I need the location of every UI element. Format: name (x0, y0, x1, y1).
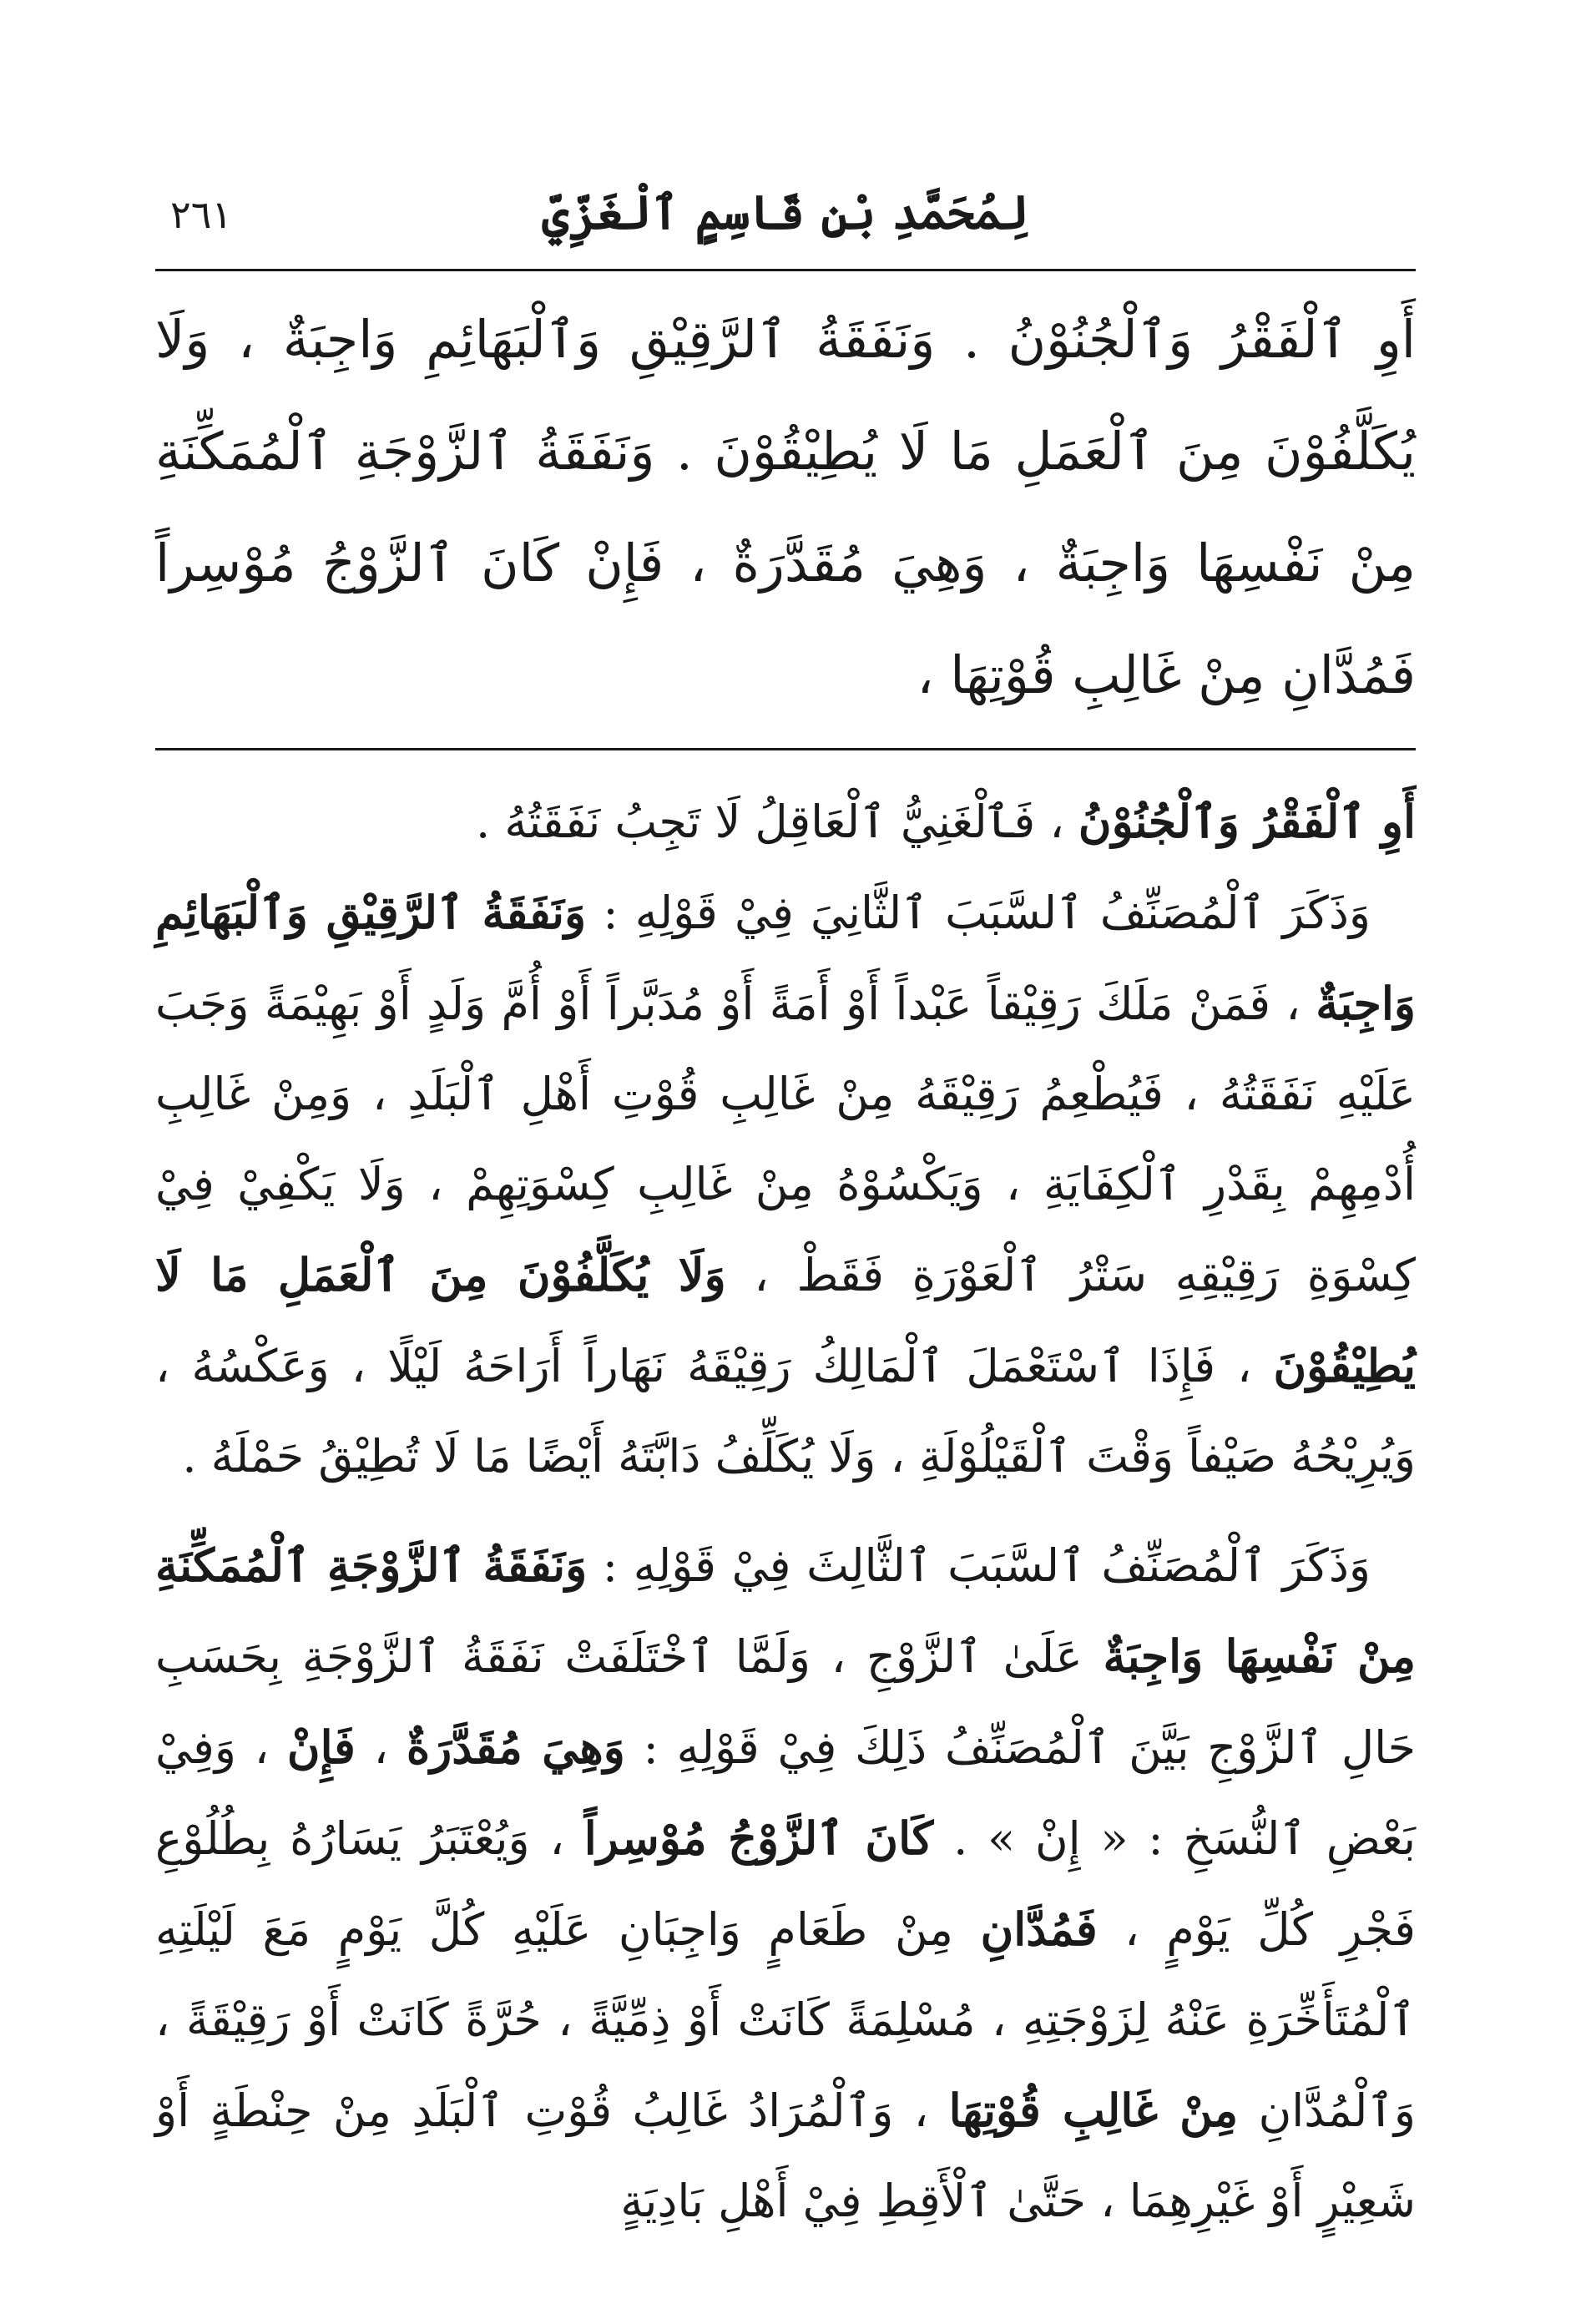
quoted-matn: مِنْ غَالِبِ قُوْتِهَا (948, 2084, 1239, 2137)
commentary-paragraph-2 (155, 867, 1416, 1502)
quoted-matn: وَنَفَقَةُ ٱلرَّقِيْقِ وَٱلْبَهَائِمِ وَاجِبَةٌ (155, 886, 1416, 1030)
page-number: ٢٦١ (170, 192, 233, 237)
quoted-matn: وَنَفَقَةُ ٱلزَّوْجَةِ ٱلْمُمَكِّنَةِ مِنْ نَفْسِهَا وَاجِبَةٌ (155, 1538, 1416, 1683)
quoted-matn: فَإِنْ (286, 1720, 356, 1774)
commentary-text: ، (355, 1721, 407, 1774)
commentary-text: ، وَيُعْتَبَرُ يَسَارُهُ بِطُلُوْعِ فَجْرِ كُلِّ يَوْمٍ ، (155, 1812, 1416, 1956)
commentary-text: ، فَٱلْغَنِيُّ ٱلْعَاقِلُ لَا تَجِبُ نَفَقَتُهُ . (475, 796, 1078, 848)
quoted-matn: وَلَا يُكَلَّفُوْنَ مِنَ ٱلْعَمَلِ مَا لَا يُطِيْقُوْنَ (155, 1248, 1416, 1392)
commentary-text: مِنْ طَعَامٍ وَاجِبَانِ عَلَيْهِ كُلَّ يَوْمٍ مَعَ لَيْلَتِهِ ٱلْمُتَأَخِّرَةِ عَنْهُ لِزَوْجَتِهِ ، مُسْلِمَةً كَانَتْ أَوْ ذِمِّيَّةً ، حُرَّةً كَانَتْ أَوْ رَقِيْقَةً ، وَٱلْمُدَّانِ (155, 1903, 1416, 2137)
commentary-text: ، وَفِيْ بَعْضِ ٱلنُّسَخِ : « إِنْ » . (155, 1721, 1416, 1865)
commentary-text: ، وَٱلْمُرَادُ غَالِبُ قُوْتِ ٱلْبَلَدِ مِنْ حِنْطَةٍ أَوْ شَعِيْرٍ أَوْ غَيْرِهِمَا ، حَتَّىٰ ٱلْأَقِطِ فِيْ أَهْلِ بَادِيَةٍ (155, 2084, 1416, 2227)
commentary-text: عَلَىٰ ٱلزَّوْجِ ، وَلَمَّا ٱخْتَلَفَتْ نَفَقَةُ ٱلزَّوْجَةِ بِحَسَبِ حَالِ ٱلزَّوْجِ بَيَّنَ ٱلْمُصَنِّفُ ذَلِكَ فِيْ قَوْلِهِ : (155, 1630, 1416, 1774)
commentary-paragraph-1 (155, 776, 1416, 867)
matn-text: أَوِ ٱلْفَقْرُ وَٱلْجُنُوْنُ . وَنَفَقَةُ ٱلرَّقِيْقِ وَٱلْبَهَائِمِ وَاجِبَةٌ ، وَلَا يُكَلَّفُوْنَ مِنَ ٱلْعَمَلِ مَا لَا يُطِيْقُوْنَ . وَنَفَقَةُ ٱلزَّوْجَةِ ٱلْمُمَكِّنَةِ مِنْ نَفْسِهَا وَاجِبَةٌ ، وَهِيَ مُقَدَّرَةٌ ، فَإِنْ كَانَ ٱلزَّوْجُ مُوْسِراً فَمُدَّانِ مِنْ غَالِبِ قُوْتِهَا ، (155, 309, 1416, 705)
header-rule (155, 269, 1416, 271)
matn-sharh-divider (155, 748, 1416, 750)
running-title: لِمُحَمَّدِ بْنِ قَاسِمٍ ٱلْغَزِّيِّ (542, 185, 1029, 240)
quoted-matn: كَانَ ٱلزَّوْجُ مُوْسِراً (583, 1811, 934, 1865)
quoted-matn: أَوِ ٱلْفَقْرُ وَٱلْجُنُوْنُ (1078, 795, 1416, 848)
page-header (155, 167, 1416, 259)
commentary-text: ، فَمَنْ مَلَكَ رَقِيْقاً عَبْداً أَوْ أَمَةً أَوْ مُدَبَّراً أَوْ أُمَّ وَلَدٍ أَوْ بَهِيْمَةً وَجَبَ عَلَيْهِ نَفَقَتُهُ ، فَيُطْعِمُ رَقِيْقَهُ مِنْ غَالِبِ قُوْتِ أَهْلِ ٱلْبَلَدِ ، وَمِنْ غَالِبِ أُدْمِهِمْ بِقَدْرِ ٱلْكِفَايَةِ ، وَيَكْسُوْهُ مِنْ غَالِبِ كِسْوَتِهِمْ ، وَلَا يَكْفِيْ فِيْ كِسْوَةِ رَقِيْقِهِ سَتْرُ ٱلْعَوْرَةِ فَقَطْ ، (155, 978, 1416, 1301)
quoted-matn: وَهِيَ مُقَدَّرَةٌ (406, 1720, 625, 1774)
commentary-text: وَذَكَرَ ٱلْمُصَنِّفُ ٱلسَّبَبَ ٱلثَّانِيَ فِيْ قَوْلِهِ : (586, 887, 1371, 939)
sharh-commentary (155, 776, 1416, 2246)
commentary-text: وَذَكَرَ ٱلْمُصَنِّفُ ٱلسَّبَبَ ٱلثَّالِثَ فِيْ قَوْلِهِ : (587, 1539, 1371, 1592)
quoted-matn: فَمُدَّانِ (980, 1902, 1098, 1956)
commentary-text: ، فَإِذَا ٱسْتَعْمَلَ ٱلْمَالِكُ رَقِيْقَهُ نَهَاراً أَرَاحَهُ لَيْلًا ، وَعَكْسُهُ ، وَيُرِيْحُهُ صَيْفاً وَقْتَ ٱلْقَيْلُوْلَةِ ، وَلَا يُكَلِّفُ دَابَّتَهُ أَيْضًا مَا لَا تُطِيْقُ حَمْلَهُ . (155, 1340, 1416, 1483)
commentary-paragraph-3 (155, 1520, 1416, 2246)
